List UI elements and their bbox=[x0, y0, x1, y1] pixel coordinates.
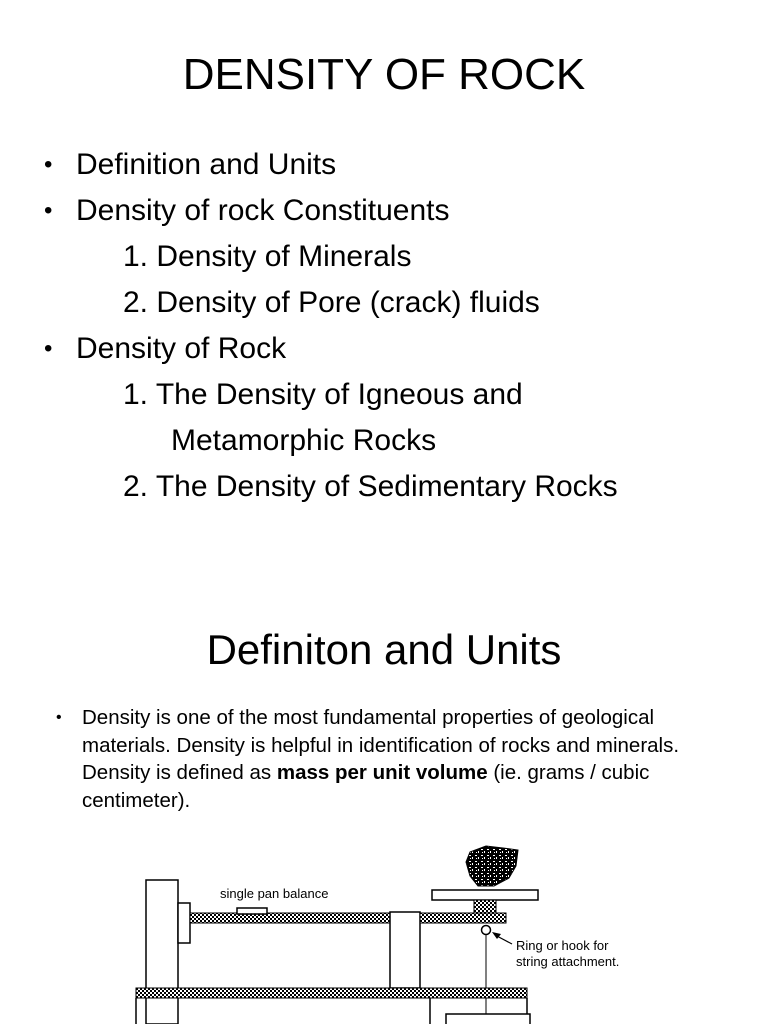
list-item: • Density of rock Constituents bbox=[44, 188, 618, 234]
list-subitem-continuation: Metamorphic Rocks bbox=[171, 424, 437, 457]
definition-paragraph bbox=[56, 704, 736, 814]
base-platform bbox=[136, 988, 527, 998]
slide-title: DENSITY OF ROCK bbox=[182, 50, 586, 99]
rock-sample bbox=[466, 846, 518, 886]
list-subitem: 1. Density of Minerals bbox=[123, 240, 412, 273]
section-title: Definiton and Units bbox=[206, 626, 562, 673]
balance-pan bbox=[432, 890, 538, 900]
balance-diagram bbox=[0, 836, 768, 1024]
bullet-marker: • bbox=[56, 709, 62, 726]
list-subitem: 1. The Density of Igneous and bbox=[123, 378, 523, 411]
water-container bbox=[446, 1014, 530, 1024]
stand-bracket bbox=[178, 903, 190, 943]
pan-post bbox=[474, 900, 496, 913]
ring-hook bbox=[482, 926, 491, 935]
center-support bbox=[390, 912, 420, 988]
balance-beam bbox=[190, 913, 390, 923]
definition-text-end: (ie. grams / cubic centimeter). bbox=[82, 761, 650, 812]
definition-text-start: Density is one of the most fundamental properties of geological materials. Density is helpful in identification of rocks and minerals. Density is defined as bbox=[82, 706, 680, 784]
right-beam bbox=[420, 913, 506, 923]
stand-column bbox=[146, 880, 178, 1024]
definition-text bbox=[56, 704, 736, 814]
topic-list bbox=[44, 142, 618, 510]
definition-emphasis: mass per unit volume bbox=[276, 761, 488, 784]
list-item: • Definition and Units bbox=[44, 142, 618, 188]
list-subitem: 2. The Density of Sedimentary Rocks bbox=[123, 470, 618, 503]
balance-slider bbox=[237, 908, 267, 914]
ring-label-line1: Ring or hook for bbox=[516, 938, 609, 953]
ring-label-line2: string attachment. bbox=[516, 954, 620, 969]
list-item: • Density of Rock bbox=[44, 326, 618, 372]
balance-label: single pan balance bbox=[220, 886, 329, 901]
list-subitem: 2. Density of Pore (crack) fluids bbox=[123, 286, 540, 319]
